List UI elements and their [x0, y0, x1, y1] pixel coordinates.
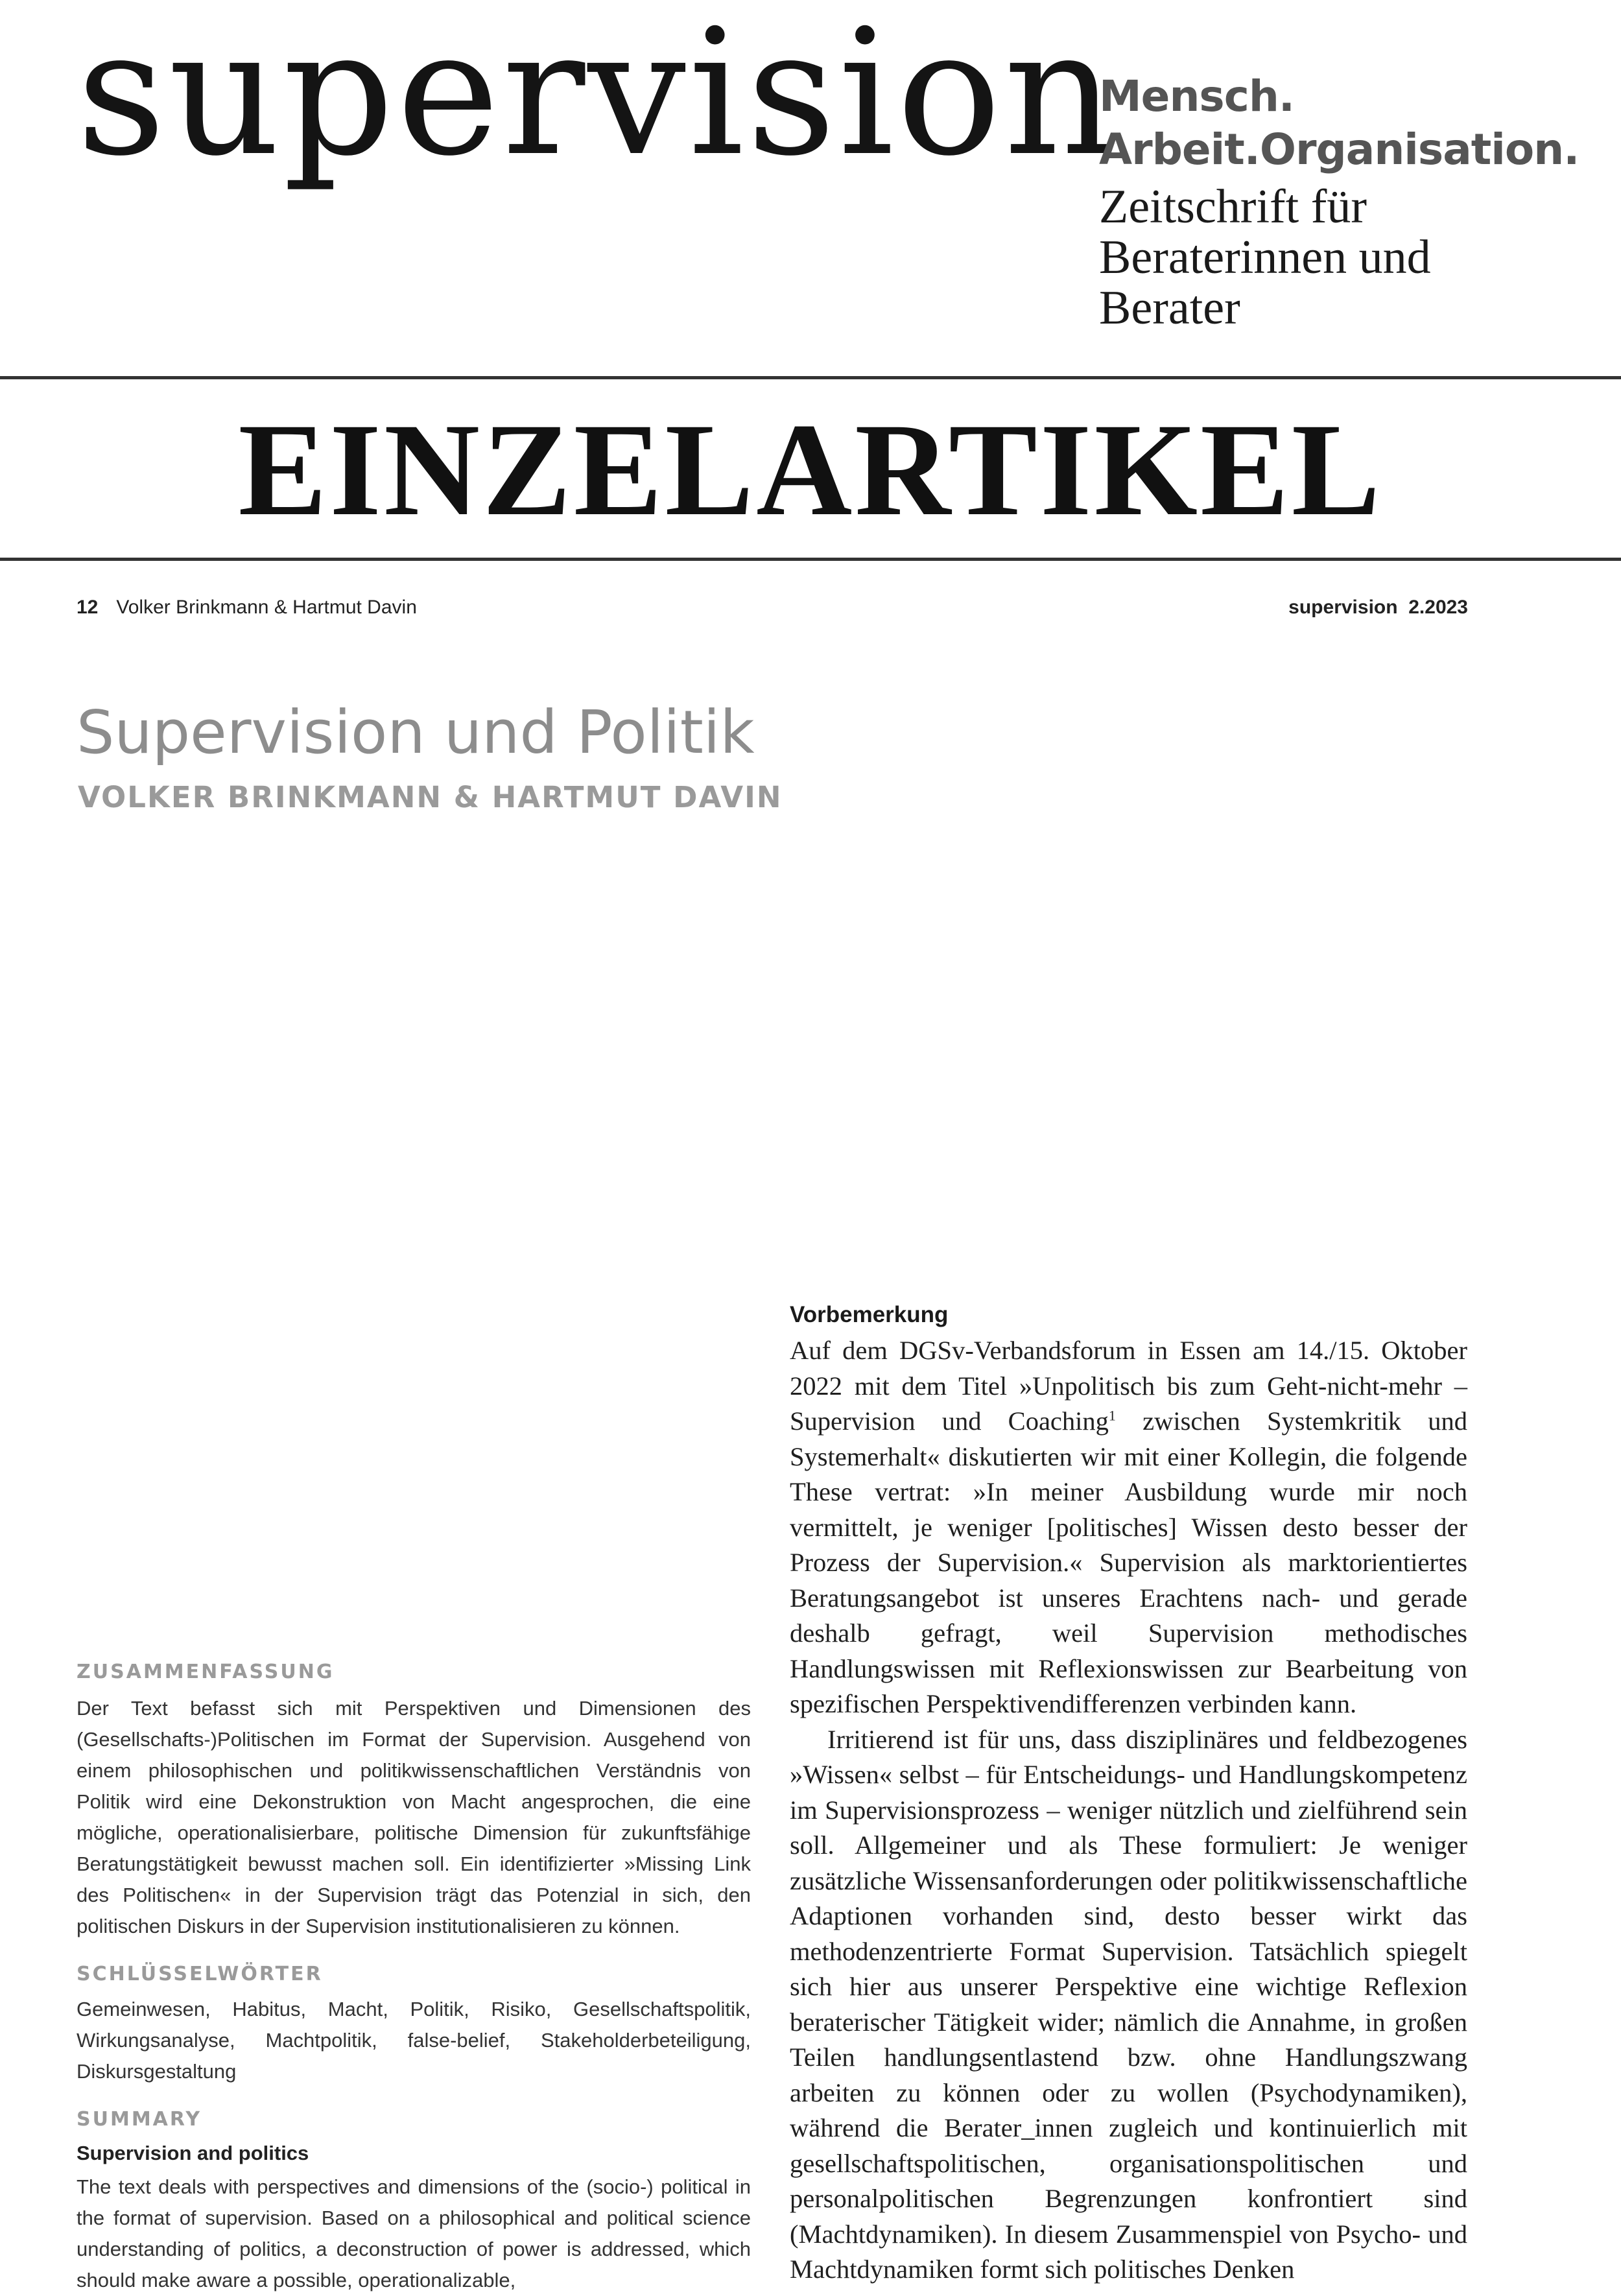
einzelartikel-banner: EINZELARTIKEL [238, 396, 1383, 543]
summary-heading: SUMMARY [77, 2108, 202, 2131]
body-p1-part-a: Auf dem DGSv-Verbandsforum in Essen am 14./15. Oktober 2022 mit dem Titel »Unpolitisch bis zum Geht-nicht-mehr – Supervision und Coaching [790, 1336, 1467, 1436]
running-header-right [1288, 597, 1468, 619]
journal-subtitle [1099, 182, 1431, 333]
claim-line-2: Arbeit.Organisation. [1099, 124, 1580, 174]
section-heading: Vorbemerkung [790, 1302, 949, 1327]
body-column [790, 1297, 1467, 2288]
claim-line-1: Mensch. [1099, 71, 1294, 121]
body-paragraph-2: Irritierend ist für uns, dass disziplinäres und feldbezogenes »Wissen« selbst – für Entscheidungs- und Handlungskompetenz im Supervisionsprozess – weniger nützlich und zielführend sein soll. Allgemeiner und als These formuliert: Je weniger zusätzliche Wissensanforderungen oder politikwissenschaftliche Adaptionen vorhanden sind, desto besser wirkt das methodenzentrierte Format Supervision. Tatsächlich spiegelt sich hier aus unserer Perspektive eine wichtige Reflexion beraterischer Tätigkeit wider; nämlich die Annahme, in großen Teilen handlungsentlastend bzw. ohne Handlungszwang arbeiten zu können oder zu wollen (Psychodynamiken), während die Berater_innen zugleich und kontinuierlich mit gesellschaftspolitischen, organisationspolitischen und personalpolitischen Begrenzungen konfrontiert sind (Machtdynamiken). In diesem Zusammenspiel von Psycho- und Machtdynamiken formt sich politisches Denken [790, 1724, 1467, 2284]
running-header-authors: Volker Brinkmann & Hartmut Davin [116, 597, 417, 618]
bottom-rule [0, 558, 1621, 561]
abstract-column [77, 1657, 751, 2296]
zusammenfassung-text: Der Text befasst sich mit Perspektiven und Dimensionen des (Gesellschafts-)Politischen im Format der Supervision. Ausgehend von einem philosophischen und politikwissenschaftlichen Verständnis von Politik wird eine Dekonstruktion von Macht angesprochen, die eine mögliche, operationalisierbare, politische Dimension für zukunftsfähige Beratungstätigkeit bewusst machen soll. Ein identifizierter »Missing Link des Politischen« in der Supervision trägt das Potenzial in sich, den politischen Diskurs in der Supervision institutionalisieren zu können. [77, 1697, 751, 1937]
body-paragraph-1 [790, 1333, 1467, 1722]
journal-claim [1099, 70, 1579, 176]
subtitle-line-2: Beraterinnen und [1099, 231, 1431, 284]
top-rule [0, 376, 1621, 379]
running-header-left [77, 597, 417, 619]
body-p1-part-b: zwischen Systemkritik und Systemerhalt« diskutierten wir mit einer Kollegin, die folgende These vertrat: »In meiner Ausbildung wurde mir noch vermittelt, je weniger [politisches] Wissen desto besser der Prozess der Supervision.« Supervision als marktorientiertes Beratungsangebot ist unseres Erachtens nach- und gerade deshalb gefragt, weil Supervision methodisches Handlungswissen mit Reflexionswissen zur Bearbeitung von spezifischen Perspektivendifferenzen verbinden kann. [790, 1406, 1467, 1718]
footnote-marker[interactable]: 1 [1108, 1407, 1116, 1424]
keywords-heading: SCHLÜSSELWÖRTER [77, 1963, 323, 1985]
running-header-journal: supervision [1288, 597, 1398, 618]
subtitle-line-1: Zeitschrift für [1099, 180, 1367, 233]
zusammenfassung-heading: ZUSAMMENFASSUNG [77, 1661, 335, 1683]
keywords-text: Gemeinwesen, Habitus, Macht, Politik, Risiko, Gesellschaftspolitik, Wirkungsanalyse, Machtpolitik, false-belief, Stakeholderbeteiligung, Diskursgestaltung [77, 1998, 751, 2083]
article-authors: VOLKER BRINKMANN & HARTMUT DAVIN [78, 780, 783, 814]
article-title: Supervision und Politik [77, 698, 755, 767]
journal-logo: supervision [77, 0, 1118, 195]
summary-text: The text deals with perspectives and dimensions of the (socio-) political in the format of supervision. Based on a philosophical and political science understanding of politics, a deconstruction of power is addressed, which should make aware a possible, operationalizable, [77, 2175, 751, 2291]
summary-title: Supervision and politics [77, 2142, 309, 2164]
running-header-issue: 2.2023 [1408, 597, 1468, 618]
page-number: 12 [77, 597, 99, 618]
subtitle-line-3: Berater [1099, 281, 1240, 335]
